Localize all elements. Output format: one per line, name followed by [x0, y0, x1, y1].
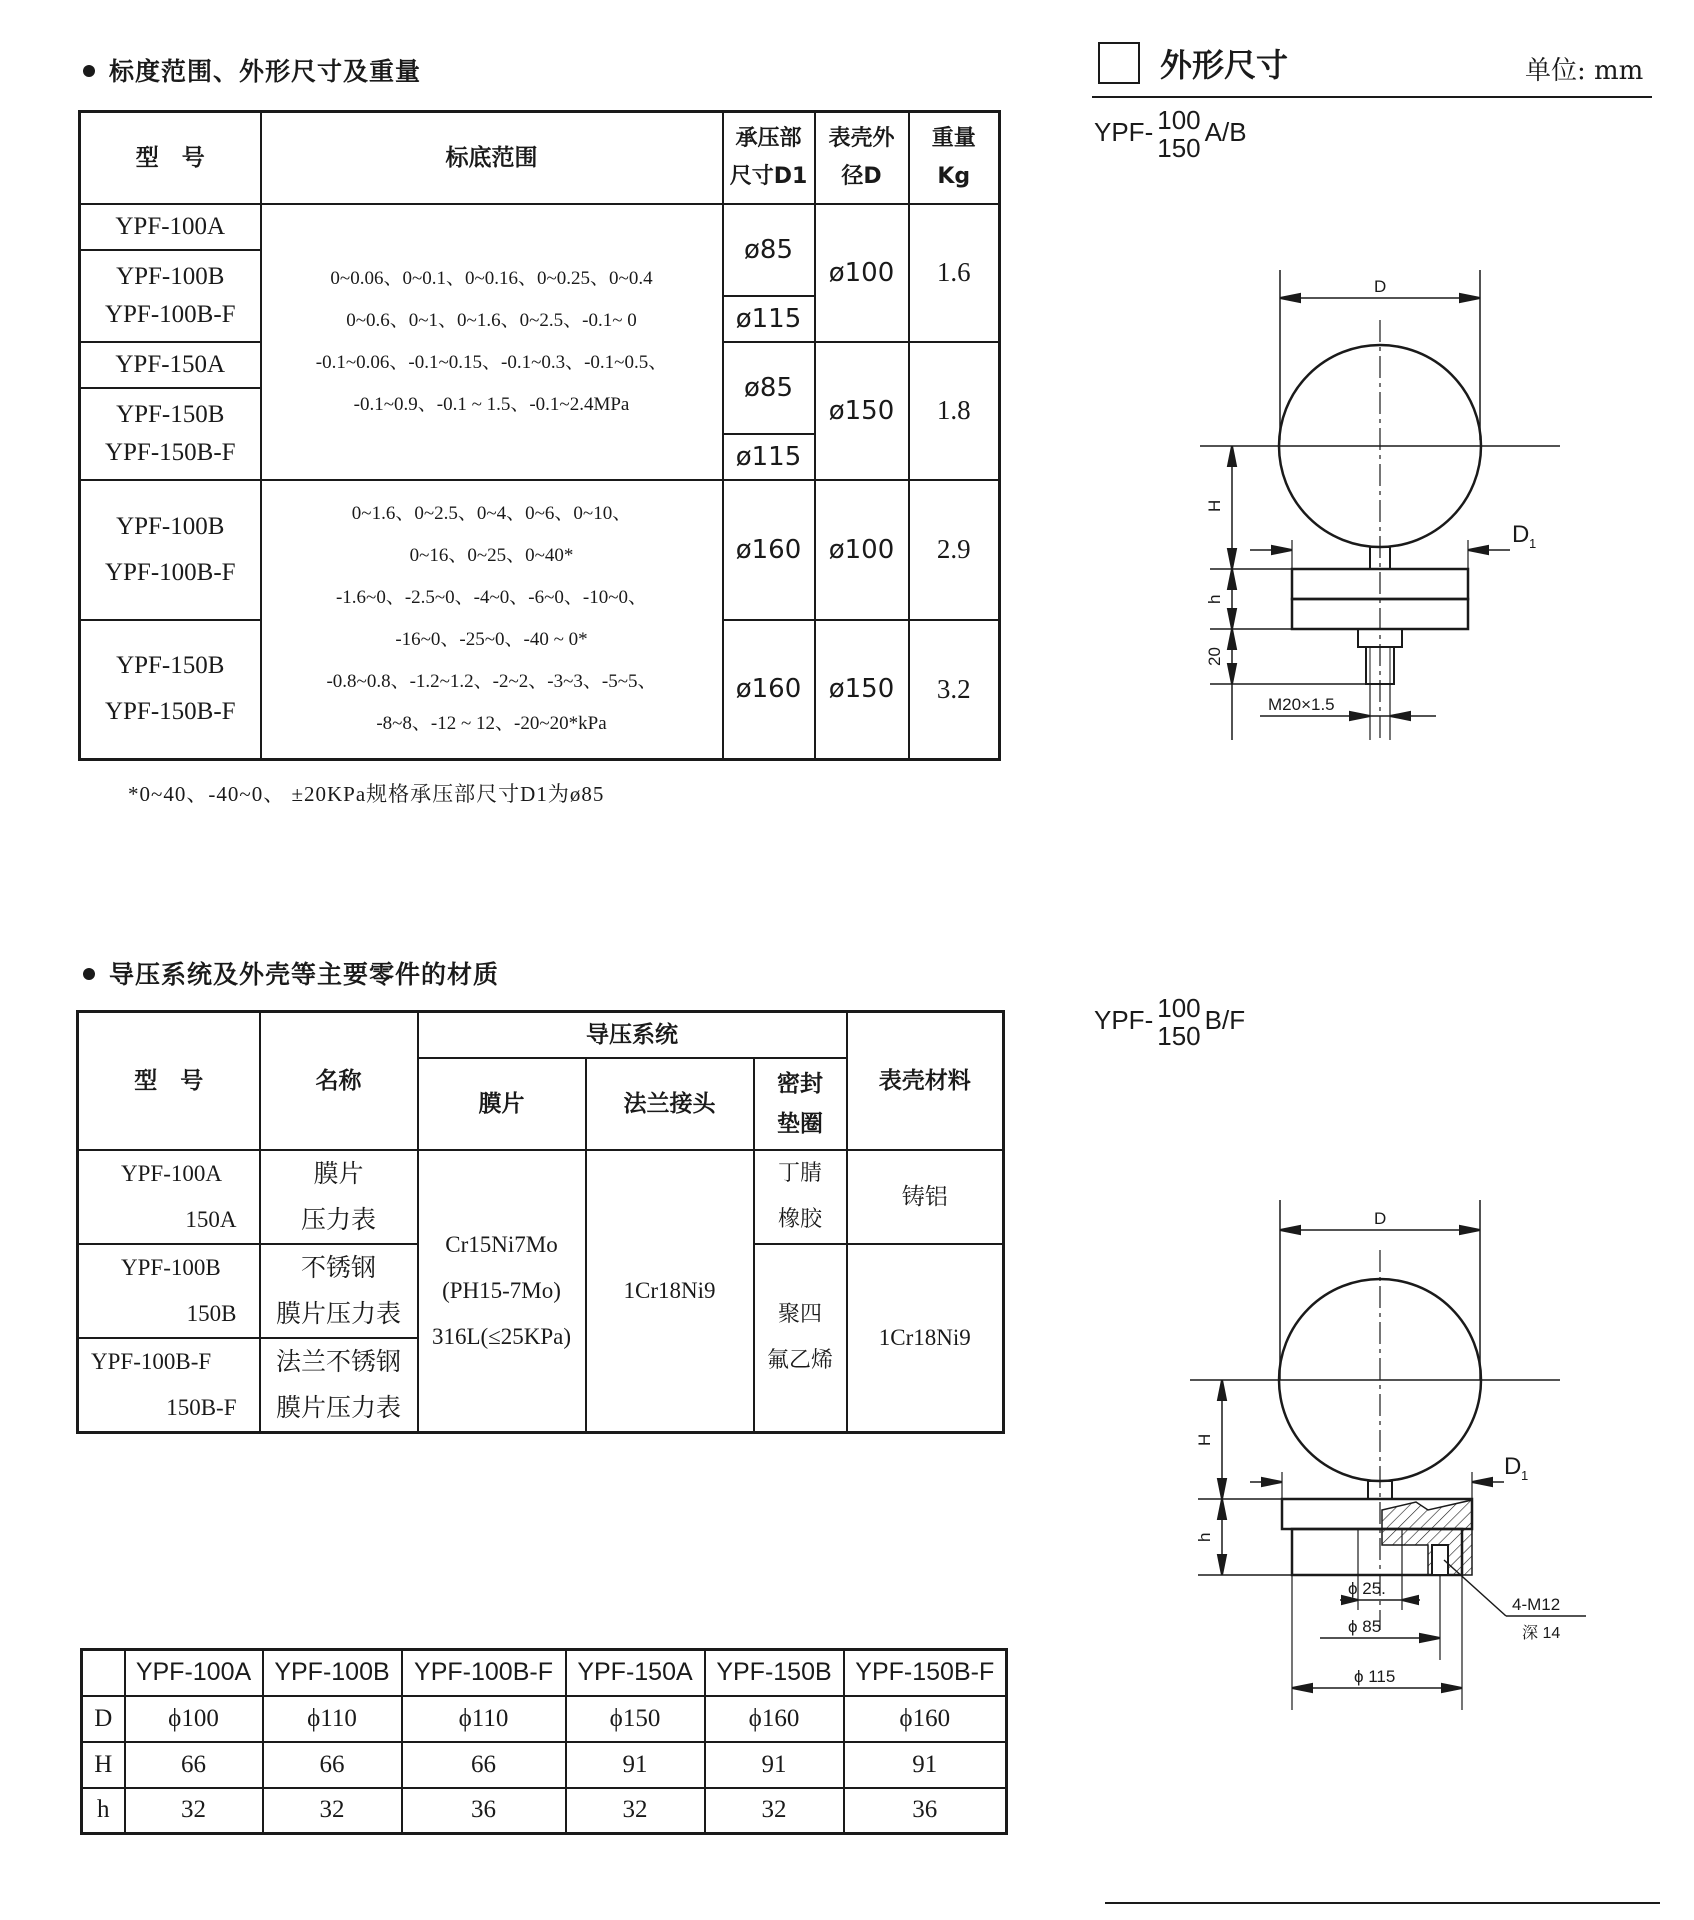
dimension-header: YPF-150B-F [844, 1650, 1007, 1696]
fig2-prefix: YPF- [1094, 1004, 1154, 1035]
material-table [76, 1010, 1005, 1434]
fig2-num-bot: 150 [1157, 1021, 1201, 1051]
range-line: -0.1~0.06、-0.1~0.15、-0.1~0.3、-0.1~0.5、 [315, 351, 668, 373]
case-cell: 1Cr18Ni9 [847, 1244, 1004, 1433]
d1-cell: ø115 [723, 434, 815, 480]
dimension-value: 91 [566, 1742, 705, 1788]
d1-cell: ø160 [723, 480, 815, 620]
dimension-header: YPF-150A [566, 1650, 705, 1696]
dimension-value: 91 [844, 1742, 1007, 1788]
fig2-suffix: B/F [1204, 1004, 1246, 1035]
fig1-label-20: 20 [1205, 647, 1224, 666]
spec-table [78, 110, 1001, 761]
weight-cell: 2.9 [909, 480, 1000, 620]
model-line: YPF-100B-F [104, 300, 236, 328]
arrow-icon [1292, 1684, 1312, 1692]
header-diaphragm: 膜片 [418, 1058, 586, 1150]
dimension-value: ϕ160 [844, 1696, 1007, 1742]
name-line: 不锈钢 [300, 1252, 376, 1282]
range-line: -16~0、-25~0、-40 ~ 0* [395, 629, 588, 651]
section2-title: 导压系统及外壳等主要零件的材质 [109, 960, 500, 989]
seal-cell [754, 1244, 847, 1433]
header-d: 表壳外径D [815, 112, 909, 204]
model-cell [80, 388, 261, 480]
fig1-label-H: H [1205, 499, 1224, 512]
arrow-icon [1228, 549, 1236, 569]
dimension-row [82, 1696, 1007, 1742]
fig1-label-D1: D [1512, 521, 1530, 548]
dimension-value: 36 [844, 1788, 1007, 1834]
model-cell [80, 250, 261, 342]
diaphragm-cell [418, 1150, 586, 1433]
range-line: 0~1.6、0~2.5、0~4、0~6、0~10、 [351, 503, 632, 525]
name-line: 膜片压力表 [275, 1298, 401, 1328]
arrow-icon [1390, 712, 1410, 720]
model-cell: YPF-100A [80, 204, 261, 250]
arrow-icon [1218, 1555, 1226, 1575]
diaphragm-line: (PH15-7Mo) [442, 1277, 561, 1303]
header-seal-line: 垫圈 [777, 1110, 823, 1137]
arrow-icon [1350, 712, 1370, 720]
fig2-drawing [1170, 1190, 1600, 1730]
model-line: YPF-150B [116, 400, 225, 428]
bottom-rule [1105, 1902, 1660, 1904]
arrow-icon [1468, 546, 1488, 554]
title-box-icon [1098, 42, 1140, 84]
d1-cell: ø85 [723, 204, 815, 296]
row-label: h [82, 1788, 125, 1834]
range-line: 0~0.6、0~1、0~1.6、0~2.5、-0.1~ 0 [346, 309, 637, 331]
bullet-icon [83, 65, 95, 77]
header-seal-line: 密封 [777, 1070, 823, 1097]
arrow-icon [1262, 1478, 1282, 1486]
arrow-icon [1228, 446, 1236, 466]
row-label: D [82, 1696, 125, 1742]
header-model: 型 号 [78, 1012, 260, 1150]
d-cell: ø100 [815, 480, 909, 620]
flange-cell: 1Cr18Ni9 [586, 1150, 754, 1433]
model-line: YPF-100B-F [104, 558, 236, 586]
name-cell [260, 1244, 418, 1338]
arrow-icon [1228, 609, 1236, 629]
dimension-header [82, 1650, 125, 1696]
dimension-value: ϕ110 [402, 1696, 566, 1742]
fig1-label-D1-sub: 1 [1529, 536, 1537, 551]
model-cell [78, 1150, 260, 1244]
arrow-icon [1460, 294, 1480, 302]
arrow-icon [1218, 1380, 1226, 1400]
model-line: 150A [185, 1206, 237, 1232]
range-line: -0.8~0.8、-1.2~1.2、-2~2、-3~3、-5~5、 [326, 671, 657, 693]
header-name: 名称 [260, 1012, 418, 1150]
header-d1: 承压部尺寸D1 [723, 112, 815, 204]
name-cell [260, 1338, 418, 1433]
range-line: -0.1~0.9、-0.1 ~ 1.5、-0.1~2.4MPa [353, 393, 630, 415]
arrow-icon [1272, 546, 1292, 554]
header-flange: 法兰接头 [586, 1058, 754, 1150]
dimension-value: 66 [263, 1742, 402, 1788]
model-cell [78, 1244, 260, 1338]
weight-cell: 3.2 [909, 620, 1000, 760]
weight-cell: 1.6 [909, 204, 1000, 342]
arrow-icon [1472, 1478, 1492, 1486]
bullet-icon [83, 968, 95, 980]
d1-cell: ø115 [723, 296, 815, 342]
range-cell-1 [261, 204, 723, 480]
dimension-header: YPF-100B [263, 1650, 402, 1696]
right-title: 外形尺寸 [1160, 46, 1289, 84]
fig1-prefix: YPF- [1094, 116, 1154, 147]
arrow-icon [1420, 1634, 1440, 1642]
dimension-row [82, 1742, 1007, 1788]
arrow-icon [1402, 1596, 1418, 1604]
model-line: YPF-100B-F [91, 1348, 212, 1374]
dimension-header: YPF-150B [705, 1650, 844, 1696]
d-cell: ø100 [815, 204, 909, 342]
fig1-drawing [1180, 260, 1620, 760]
fig1-fraction [1157, 106, 1200, 162]
header-case: 表壳材料 [847, 1012, 1004, 1150]
dimension-value: 32 [125, 1788, 263, 1834]
fig2-model-label [1094, 994, 1245, 1050]
model-cell [80, 620, 261, 760]
fig1-num-top: 100 [1157, 105, 1201, 135]
fig2-num-top: 100 [1157, 993, 1201, 1023]
seal-line: 丁腈 [778, 1160, 823, 1186]
arrow-icon [1218, 1479, 1226, 1499]
title-rule [1092, 96, 1652, 98]
name-line: 压力表 [300, 1204, 376, 1234]
dimension-value: 66 [402, 1742, 566, 1788]
seal-line: 橡胶 [778, 1206, 823, 1232]
fig2-label-85: ϕ 85 [1348, 1617, 1382, 1636]
fig2-bolt-leader [1444, 1560, 1506, 1616]
d1-cell: ø85 [723, 342, 815, 434]
seal-cell [754, 1150, 847, 1244]
fig2-label-H: H [1195, 1433, 1214, 1446]
range-cell-2 [261, 480, 723, 760]
name-line: 膜片压力表 [275, 1392, 401, 1422]
fig1-num-bot: 150 [1157, 133, 1201, 163]
model-line: YPF-100B [121, 1254, 221, 1280]
fig2-bolt-hole [1432, 1545, 1448, 1575]
range-line: -1.6~0、-2.5~0、-4~0、-6~0、-10~0、 [335, 587, 648, 609]
fig2-label-D1-sub: 1 [1521, 1468, 1529, 1483]
model-cell [78, 1338, 260, 1433]
dimension-value: ϕ160 [705, 1696, 844, 1742]
name-line: 膜片 [313, 1158, 364, 1188]
dimension-value: 36 [402, 1788, 566, 1834]
arrow-icon [1228, 664, 1236, 684]
section1-title: 标度范围、外形尺寸及重量 [109, 57, 422, 86]
fig2-fraction [1157, 994, 1200, 1050]
arrow-icon [1228, 629, 1236, 649]
arrow-icon [1218, 1499, 1226, 1519]
d-cell: ø150 [815, 342, 909, 480]
model-line: YPF-150B-F [104, 438, 236, 466]
arrow-icon [1280, 1226, 1300, 1234]
footnote: *0~40、-40~0、 ±20KPa规格承压部尺寸D1为ø85 [128, 782, 605, 806]
fig2-label-depth: 深 14 [1522, 1625, 1561, 1642]
arrow-icon [1460, 1226, 1480, 1234]
model-cell: YPF-150A [80, 342, 261, 388]
arrow-icon [1442, 1684, 1462, 1692]
fig2-label-D1: D [1504, 1453, 1522, 1480]
fig1-label-h: h [1205, 594, 1224, 604]
model-line: YPF-100B [116, 262, 225, 290]
dimension-header-row [82, 1650, 1007, 1696]
section2-heading [83, 955, 499, 991]
seal-line: 聚四 [778, 1301, 823, 1327]
model-line: YPF-100A [121, 1160, 222, 1186]
seal-line: 氟乙烯 [767, 1347, 834, 1373]
model-line: YPF-100B [116, 512, 225, 540]
unit-label: 单位: mm [1525, 56, 1644, 86]
fig1-suffix: A/B [1204, 116, 1247, 147]
header-weight: 重量Kg [909, 112, 1000, 204]
fig2-label-h: h [1195, 1532, 1214, 1542]
fig1-label-thread: M20×1.5 [1268, 695, 1335, 714]
weight-cell: 1.8 [909, 342, 1000, 480]
dimension-value: ϕ110 [263, 1696, 402, 1742]
d1-cell: ø160 [723, 620, 815, 760]
fig2-label-bolt: 4-M12 [1512, 1595, 1561, 1614]
diaphragm-line: 316L(≤25KPa) [431, 1323, 572, 1349]
fig2-label-25: ϕ 25. [1348, 1579, 1386, 1598]
fig1-model-label [1094, 106, 1247, 162]
header-model: 型 号 [80, 112, 261, 204]
model-line: YPF-150B [116, 652, 225, 680]
d-cell: ø150 [815, 620, 909, 760]
range-line: 0~16、0~25、0~40* [409, 545, 574, 567]
model-line: 150B [186, 1300, 237, 1326]
dimension-value: 32 [566, 1788, 705, 1834]
dimension-header: YPF-100A [125, 1650, 263, 1696]
dimension-value: ϕ150 [566, 1696, 705, 1742]
dimension-row [82, 1788, 1007, 1834]
dimension-value: 32 [705, 1788, 844, 1834]
dimension-header: YPF-100B-F [402, 1650, 566, 1696]
model-line: 150B-F [166, 1394, 237, 1420]
fig1-label-D: D [1374, 277, 1387, 296]
dimension-value: 32 [263, 1788, 402, 1834]
model-line: YPF-150B-F [104, 698, 236, 726]
fig2-label-115: ϕ 115 [1354, 1667, 1396, 1686]
dimension-value: 91 [705, 1742, 844, 1788]
fig2-label-D: D [1374, 1209, 1387, 1228]
name-line: 法兰不锈钢 [275, 1346, 401, 1376]
fig2-hatched-section [1382, 1500, 1472, 1575]
dimension-value: ϕ100 [125, 1696, 263, 1742]
header-seal [754, 1058, 847, 1150]
dimension-value: 66 [125, 1742, 263, 1788]
range-line: -8~8、-12 ~ 12、-20~20*kPa [376, 713, 607, 735]
header-range: 标底范围 [261, 112, 723, 204]
arrow-icon [1280, 294, 1300, 302]
case-cell: 铸铝 [847, 1150, 1004, 1244]
dimension-table [80, 1648, 1008, 1835]
model-cell [80, 480, 261, 620]
section1-heading [83, 52, 421, 88]
name-cell [260, 1150, 418, 1244]
arrow-icon [1228, 569, 1236, 589]
diaphragm-line: Cr15Ni7Mo [445, 1231, 558, 1257]
header-system: 导压系统 [418, 1012, 847, 1058]
row-label: H [82, 1742, 125, 1788]
range-line: 0~0.06、0~0.1、0~0.16、0~0.25、0~0.4 [330, 267, 653, 289]
